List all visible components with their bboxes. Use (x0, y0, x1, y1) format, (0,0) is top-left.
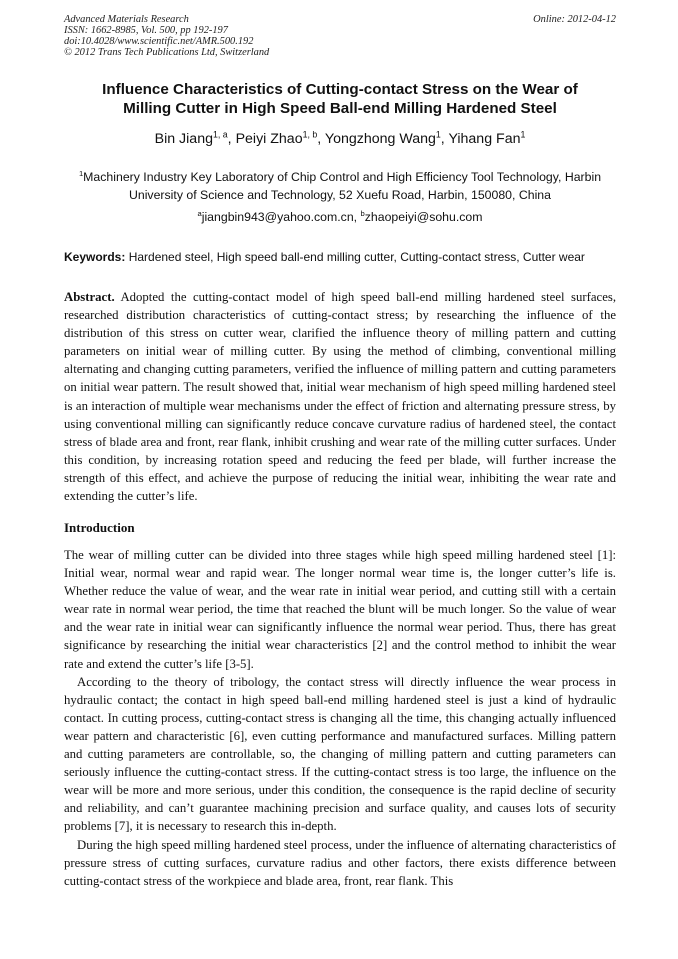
journal-issn: ISSN: 1662-8985, Vol. 500, pp 192-197 (64, 25, 228, 36)
journal-name: Advanced Materials Research (64, 14, 189, 25)
email-mark: a (197, 208, 202, 218)
email-address: zhaopeiyi@sohu.com (364, 210, 483, 224)
affiliation-mark: 1 (78, 168, 84, 178)
abstract-label: Abstract. (64, 290, 115, 304)
author-affiliation-mark: 1, a (212, 129, 228, 140)
keywords-text: Hardened steel, High speed ball-end milling cutter, Cutting-contact stress, Cutter wear (128, 250, 585, 264)
affiliation (64, 168, 616, 204)
paper-title (64, 80, 616, 118)
affiliation-line (64, 168, 616, 186)
author-list: Bin Jiang$^{1, a}$, Peiyi Zhao$^{1, b}$, Yongzhong Wang$^1$, Yihang Fan$^1$ (154, 129, 526, 147)
email-mark: b (360, 208, 365, 218)
abstract-text: Adopted the cutting-contact model of high speed ball-end milling hardened steel surfaces, researched distribution characteristics of cutting-contact stress; by researching the influence of the distribution of this stress on cutter wear, clarified the influence theory of milling pattern and cutting parameters on initial wear of milling cutter. By using the method of climbing, conventional milling alternating and changing cutting parameters, verified the influence of milling pattern and cutting parameters on initial wear pattern. The result showed that, initial wear mechanism of high speed milling hardened steel is an interaction of multiple wear mechanisms under the effect of friction and alternating pressure stress, by using conventional milling can significantly reduce concave curvature radius of hardened steel, the contact stress of blade area and front, rear flank, inhibit crushing and wear rate of the milling cutter surfaces. Under this condition, by increasing rotation speed and reducing the feed per blade, will further increase the strength of this effect, and achieve the purpose of reducing the initial wear, inhibiting the wear rate and extending the cutter’s life. (64, 290, 617, 504)
author-name: Yihang Fan (448, 131, 521, 147)
affiliation-text: Machinery Industry Key Laboratory of Chip Control and High Efficiency Tool Technology, Harbin (83, 170, 602, 184)
keywords-label: Keywords: (64, 250, 126, 264)
email-address: jiangbin943@yahoo.com.cn, (201, 210, 358, 224)
keywords (64, 248, 616, 266)
journal-header (64, 14, 616, 58)
author-name: Peiyi Zhao (235, 131, 303, 147)
author-affiliation-mark: 1, b (302, 129, 318, 140)
paper-title-line: Influence Characteristics of Cutting-contact Stress on the Wear of (102, 81, 578, 98)
paragraph: According to the theory of tribology, the contact stress will directly influence the wear process in hydraulic contact; the contact in high speed ball-end milling hardened steel is just a kind of hydraulic contact. In cutting process, cutting-contact stress is changing all the time, this changing actually influenced wear pattern and characteristic [6], even cutting performance and manufactured surfaces. Milling pattern and cutting parameters are controllable, so, the changing of milling pattern and cutting parameters can seriously influence the cutting-contact stress. If the cutting-contact stress is too large, the influence on the wear will be more and more serious, under this condition, the consequence is the rapid decline of security and reliability, and can’t guarantee machining precision and surface quality, and causes lots of security problems [7], it is necessary to research this in-depth. (64, 674, 616, 834)
paper-title-line: Milling Cutter in High Speed Ball-end Milling Hardened Steel (123, 100, 557, 117)
author-name: Bin Jiang (154, 131, 213, 147)
paragraph: During the high speed milling hardened steel process, under the influence of alternating characteristics of pressure stress of cutting surfaces, curvature radius and other factors, there exists difference between cutting-contact stress of the workpiece and blade area, front, rear flank. This (64, 837, 616, 888)
affiliation-line: University of Science and Technology, 52 Xuefu Road, Harbin, 150080, China (128, 188, 551, 202)
journal-copyright: © 2012 Trans Tech Publications Ltd, Switzerland (64, 47, 270, 58)
section-heading: Introduction (64, 520, 135, 535)
journal-doi: doi:10.4028/www.scientific.net/AMR.500.192 (64, 36, 254, 47)
online-date: Online: 2012-04-12 (533, 14, 616, 25)
author-name: Yongzhong Wang (324, 131, 436, 147)
paragraph: The wear of milling cutter can be divided into three stages while high speed milling hardened steel [1]: Initial wear, normal wear and rapid wear. The longer normal wear time is, the longer cutter’s life is. Whether reduce the value of wear, and the wear rate in initial wear period, and cutting still with a certain wear rate in normal wear period, the time that reached the blunt will be much longer. So the value of wear and the wear rate in initial wear can significantly influence the normal wear period. Thus, there has great significance by researching the initial wear characteristics [2] and the control method to inhibit the wear rate and extend the cutter’s life [3-5]. (64, 548, 616, 671)
author-affiliation-mark: 1 (520, 129, 526, 140)
abstract (64, 288, 616, 505)
author-affiliation-mark: 1 (435, 129, 441, 140)
introduction-body (64, 546, 616, 890)
author-emails (64, 208, 616, 226)
